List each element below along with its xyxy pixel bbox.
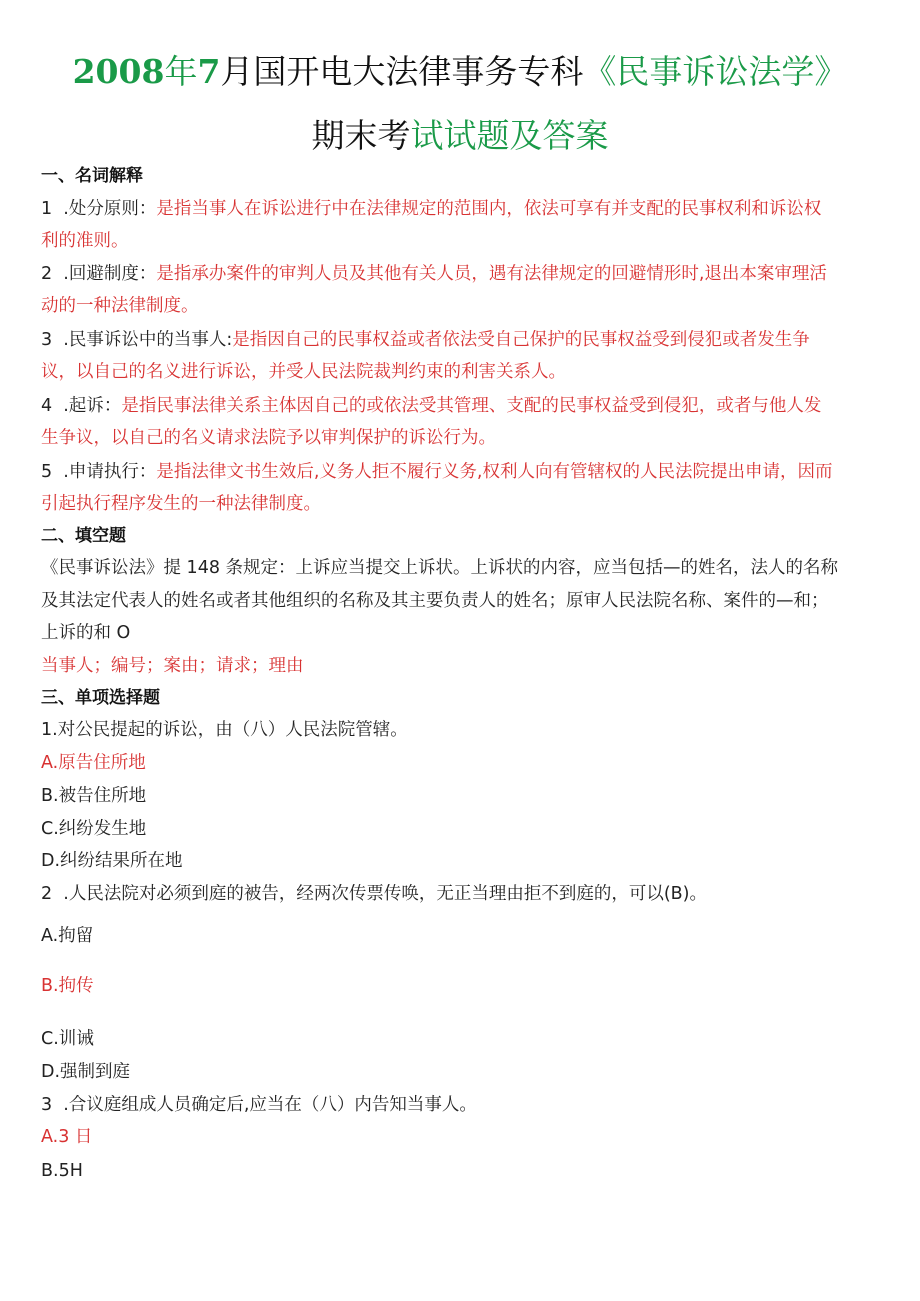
term-1-def-cont: 利的准则。	[41, 231, 129, 251]
title-nian: 年	[164, 52, 198, 91]
fill-blank-text-3: 上诉的和 O	[41, 623, 131, 643]
term-5-def: 是指法律文书生效后,义务人拒不履行义务,权利人向有管辖权的人民法院提出申请，因而	[156, 462, 833, 482]
term-3	[41, 329, 810, 351]
term-2-def-cont: 动的一种法律制度。	[41, 296, 199, 316]
term-4-def-cont: 生争议，以自己的名义请求法院予以审判保护的诉讼行为。	[41, 428, 496, 448]
choice-3-option-a: A.3 日	[41, 1127, 93, 1147]
choice-question-2: 2 .人民法院对必须到庭的被告，经两次传票传唤，无正当理由拒不到庭的，可以(B)。	[41, 884, 707, 904]
fill-blank-answer: 当事人；编号；案由；请求；理由	[41, 656, 304, 676]
document-title-line-1	[0, 48, 920, 96]
term-2-label: 2 .回避制度：	[41, 264, 157, 284]
choice-2-option-d: D.强制到庭	[41, 1062, 131, 1082]
term-2	[41, 263, 827, 285]
title-month: 7	[197, 52, 221, 91]
document-title-line-2	[0, 112, 920, 160]
term-4-label: 4 .起诉：	[41, 396, 122, 416]
section-heading-terms: 一、名词解释	[41, 166, 143, 186]
term-3-def: 是指因自己的民事权益或者依法受自己保护的民事权益受到侵犯或者发生争	[232, 330, 810, 350]
fill-blank-text-2: 及其法定代表人的姓名或者其他组织的名称及其主要负责人的姓名；原审人民法院名称、案件的—和；	[41, 591, 829, 611]
title-line2-b: 试试题	[410, 116, 510, 155]
choice-1-option-a: A.原告住所地	[41, 753, 146, 773]
term-1-def: 是指当事人在诉讼进行中在法律规定的范围内，依法可享有并支配的民事权利和诉讼权	[156, 199, 822, 219]
fill-blank-text-1: 《民事诉讼法》提 148 条规定：上诉应当提交上诉状。上诉状的内容，应当包括—的姓名，法人的名称	[41, 558, 839, 578]
choice-1-option-c: C.纠纷发生地	[41, 819, 147, 839]
choice-1-option-d: D.纠纷结果所在地	[41, 851, 183, 871]
choice-2-option-b: B.拘传	[41, 976, 94, 996]
term-3-def-cont: 议，以自己的名义进行诉讼，并受人民法院裁判约束的利害关系人。	[41, 362, 566, 382]
term-4	[41, 395, 821, 417]
choice-1-option-b: B.被告住所地	[41, 786, 147, 806]
choice-3-option-b: B.5H	[41, 1161, 83, 1181]
term-5-label: 5 .申请执行：	[41, 462, 157, 482]
term-2-def: 是指承办案件的审判人员及其他有关人员，遇有法律规定的回避情形时,退出本案审理活	[156, 264, 827, 284]
title-line2-c: 及答案	[509, 116, 609, 155]
term-1-label: 1 .处分原则：	[41, 199, 157, 219]
choice-question-3: 3 .合议庭组成人员确定后,应当在（八）内告知当事人。	[41, 1095, 477, 1115]
title-part-a: 月国开电大法律事务专科	[220, 52, 584, 91]
section-heading-fill-blank: 二、填空题	[41, 526, 126, 546]
title-line2-a: 期末考	[311, 116, 411, 155]
title-part-b: 《民事诉讼法学》	[583, 52, 848, 91]
term-4-def: 是指民事法律关系主体因自己的或依法受其管理、支配的民事权益受到侵犯，或者与他人发	[121, 396, 822, 416]
title-year: 2008	[72, 52, 165, 91]
section-heading-single-choice: 三、单项选择题	[41, 688, 160, 708]
choice-2-option-a: A.拘留	[41, 926, 94, 946]
term-3-label: 3 .民事诉讼中的当事人:	[41, 330, 233, 350]
choice-question-1: 1.对公民提起的诉讼，由（八）人民法院管辖。	[41, 720, 408, 740]
term-5	[41, 461, 832, 483]
term-1	[41, 198, 821, 220]
term-5-def-cont: 引起执行程序发生的一种法律制度。	[41, 494, 321, 514]
choice-2-option-c: C.训诫	[41, 1029, 94, 1049]
